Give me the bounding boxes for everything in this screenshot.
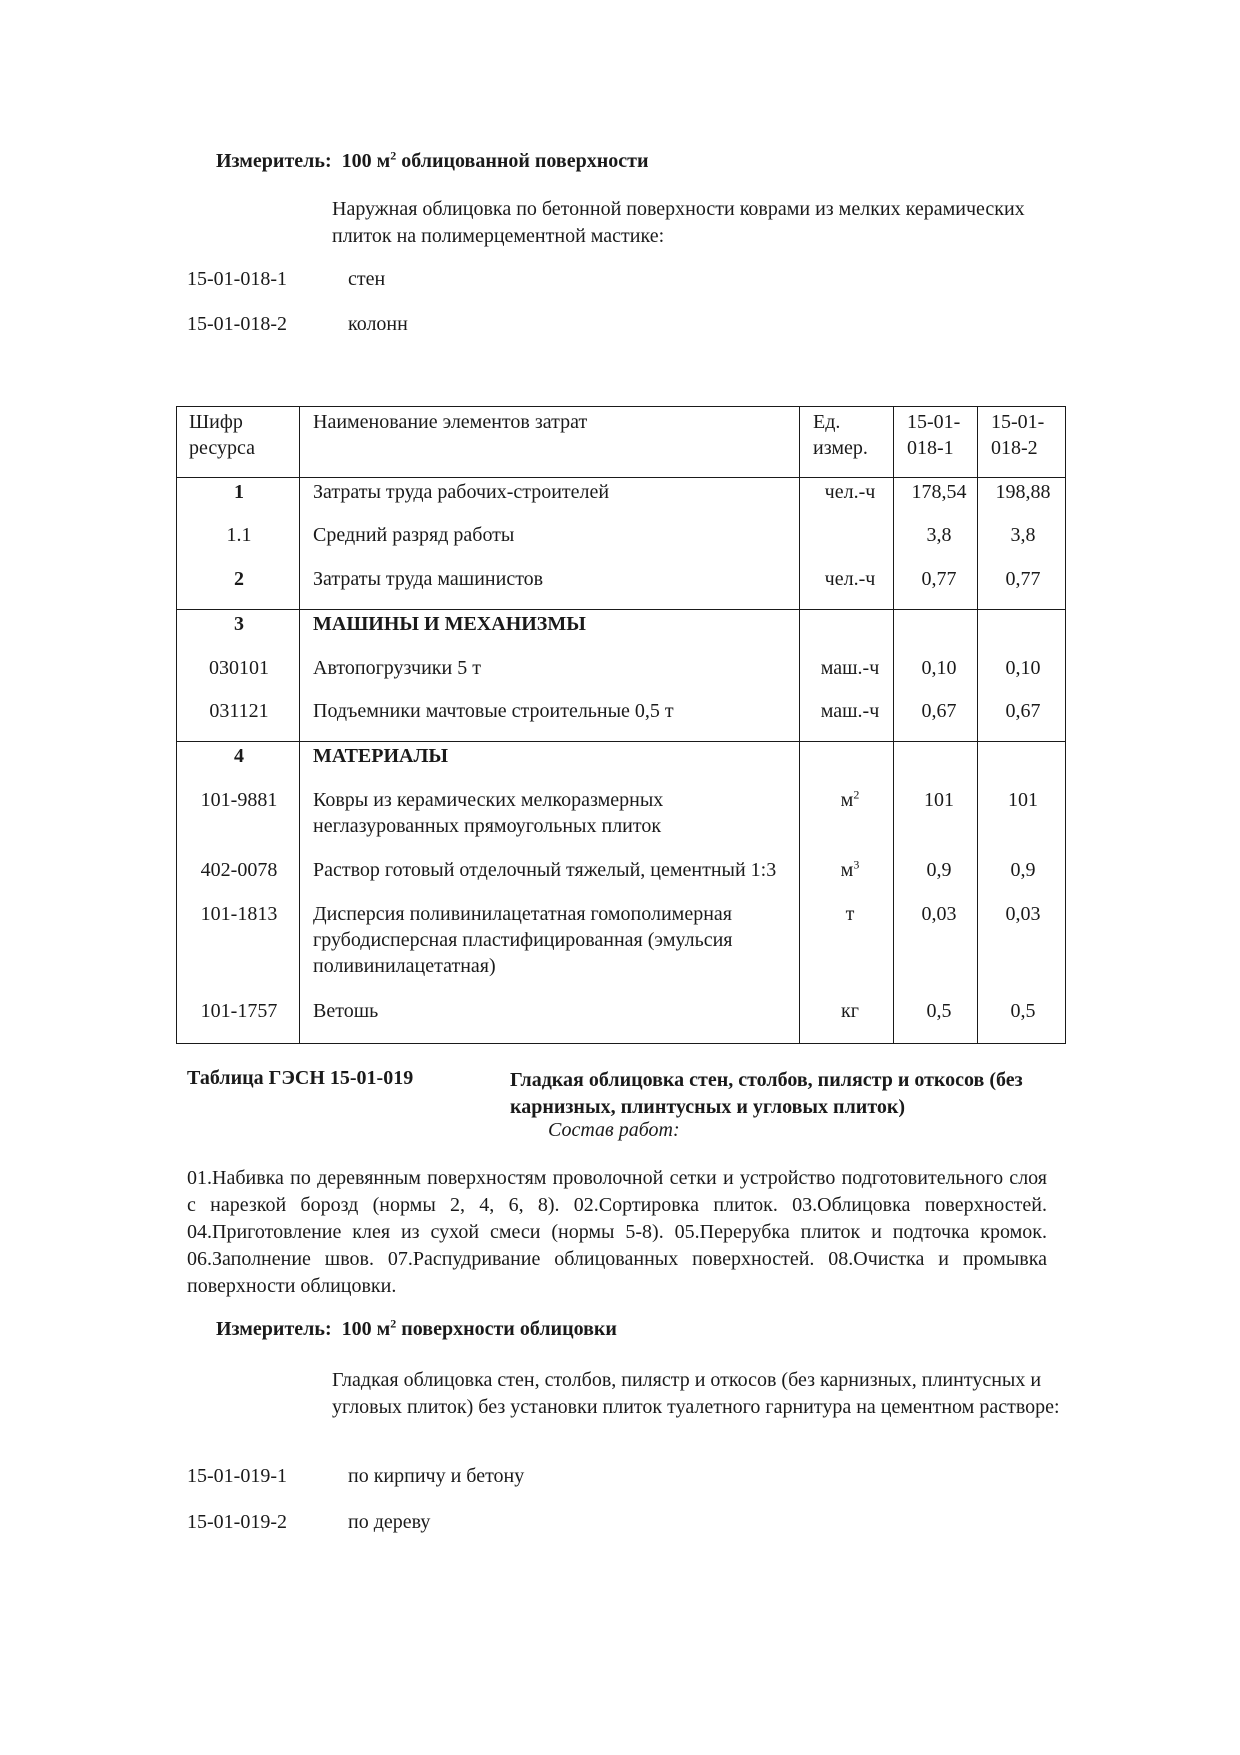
row-value-2: 0,03	[1005, 903, 1041, 925]
work-composition-text: 01.Набивка по деревянным поверхностям проволочной сетки и устройство подготовительного слоя с нарезкой борозд (нормы 2, 4, 6, 8). 02.Сортировка плиток. 03.Облицовка поверхностей. 04.Приготовление клея из сухой смеси (нормы 5-8). 05.Перерубка плиток и подточка кромок. 06.Заполнение швов. 07.Распудривание облицованных поверхностей. 08.Очистка и промывка поверхности облицовки.	[187, 1167, 1047, 1297]
row-value-2: 0,10	[1005, 657, 1041, 679]
row-value-2: 3,8	[1010, 524, 1036, 546]
row-name: МАШИНЫ И МЕХАНИЗМЫ	[313, 613, 586, 635]
measure-rest: поверхности облицовки	[396, 1318, 617, 1340]
work-composition-label: Состав работ:	[548, 1119, 680, 1141]
measure-label: Измеритель:	[216, 150, 332, 172]
resource-table	[176, 406, 1066, 1044]
row-code: 101-1757	[200, 1000, 278, 1022]
row-unit: $м^2$	[840, 787, 860, 811]
row-value-1: 3,8	[926, 524, 952, 546]
row-unit: маш.-ч	[820, 700, 880, 722]
row-value-2: 0,9	[1010, 859, 1036, 881]
row-code: 1	[234, 481, 244, 503]
row-unit: т	[845, 903, 855, 925]
header-unit: Ед. измер.	[813, 411, 868, 459]
section2-description: Гладкая облицовка стен, столбов, пилястр и откосов (без карнизных, плинтусных и угловых плиток) без установки плиток туалетного гарнитура на цементном растворе:	[332, 1369, 1060, 1418]
row-value-1: 0,5	[926, 1000, 952, 1022]
section1-description: Наружная облицовка по бетонной поверхности коврами из мелких керамических плиток на полимерцементной мастике:	[332, 198, 1025, 247]
row-name: Раствор готовый отделочный тяжелый, цементный 1:3	[313, 859, 777, 881]
norm-label: колонн	[348, 313, 408, 335]
row-value-1: 0,9	[926, 859, 952, 881]
row-name: Дисперсия поливинилацетатная гомополимерная грубодисперсная пластифицированная (эмульсия поливинилацетатная)	[313, 903, 733, 977]
row-code: 4	[234, 745, 244, 767]
norm-label: по кирпичу и бетону	[348, 1465, 525, 1487]
row-code: 031121	[209, 700, 269, 722]
header-col2: 15-01- 018-2	[991, 411, 1045, 459]
header-name: Наименование элементов затрат	[313, 411, 588, 433]
row-code: 1.1	[226, 524, 252, 546]
row-code: 2	[234, 568, 244, 590]
section-heading: Гладкая облицовка стен, столбов, пилястр и откосов (без карнизных, плинтусных и угловых плиток)	[510, 1069, 1023, 1118]
row-value-1: 0,03	[921, 903, 957, 925]
norm-label: стен	[348, 268, 386, 290]
row-name: Автопогрузчики 5 т	[313, 657, 481, 679]
norm-code: 15-01-019-1	[187, 1465, 287, 1487]
table-title: Таблица ГЭСН 15-01-019	[187, 1067, 414, 1089]
row-value-1: 0,77	[921, 568, 957, 590]
measure-value: 100 м	[341, 1318, 391, 1340]
row-code: 3	[234, 613, 244, 635]
row-value-2: 198,88	[995, 481, 1051, 503]
row-value-1: 178,54	[911, 481, 967, 503]
row-name: Средний разряд работы	[313, 524, 515, 546]
row-value-2: 101	[1008, 789, 1038, 811]
row-unit: $м^3$	[840, 857, 860, 881]
row-unit: чел.-ч	[824, 568, 876, 590]
row-value-1: 0,67	[921, 700, 957, 722]
row-name: Ковры из керамических мелкоразмерных неглазурованных прямоугольных плиток	[313, 789, 664, 837]
norm-code: 15-01-018-1	[187, 268, 287, 290]
row-code: 030101	[209, 657, 269, 679]
measure-superscript: 2	[390, 1316, 397, 1331]
measure-line-1	[216, 150, 648, 173]
measure-rest: облицованной поверхности	[396, 150, 649, 172]
row-unit: кг	[841, 1000, 859, 1022]
header-col1: 15-01- 018-1	[907, 411, 961, 459]
measure-superscript: 2	[390, 148, 397, 163]
row-name: Подъемники мачтовые строительные 0,5 т	[313, 700, 674, 722]
row-value-1: 0,10	[921, 657, 957, 679]
row-unit: маш.-ч	[820, 657, 880, 679]
norm-code: 15-01-019-2	[187, 1511, 287, 1533]
measure-line-2	[216, 1318, 617, 1341]
measure-value: 100 м	[341, 150, 391, 172]
row-value-1: 101	[924, 789, 954, 811]
row-value-2: 0,5	[1010, 1000, 1036, 1022]
measure-label: Измеритель:	[216, 1318, 332, 1340]
row-value-2: 0,77	[1005, 568, 1041, 590]
row-unit: чел.-ч	[824, 481, 876, 503]
header-code: Шифр ресурса	[189, 411, 255, 459]
row-name: Ветошь	[313, 1000, 379, 1022]
row-value-2: 0,67	[1005, 700, 1041, 722]
row-name: МАТЕРИАЛЫ	[313, 745, 448, 767]
row-code: 101-1813	[200, 903, 278, 925]
norm-code: 15-01-018-2	[187, 313, 287, 335]
norm-label: по дереву	[348, 1511, 431, 1533]
row-code: 402-0078	[200, 859, 278, 881]
row-code: 101-9881	[200, 789, 278, 811]
row-name: Затраты труда машинистов	[313, 568, 544, 590]
row-name: Затраты труда рабочих-строителей	[313, 481, 610, 503]
